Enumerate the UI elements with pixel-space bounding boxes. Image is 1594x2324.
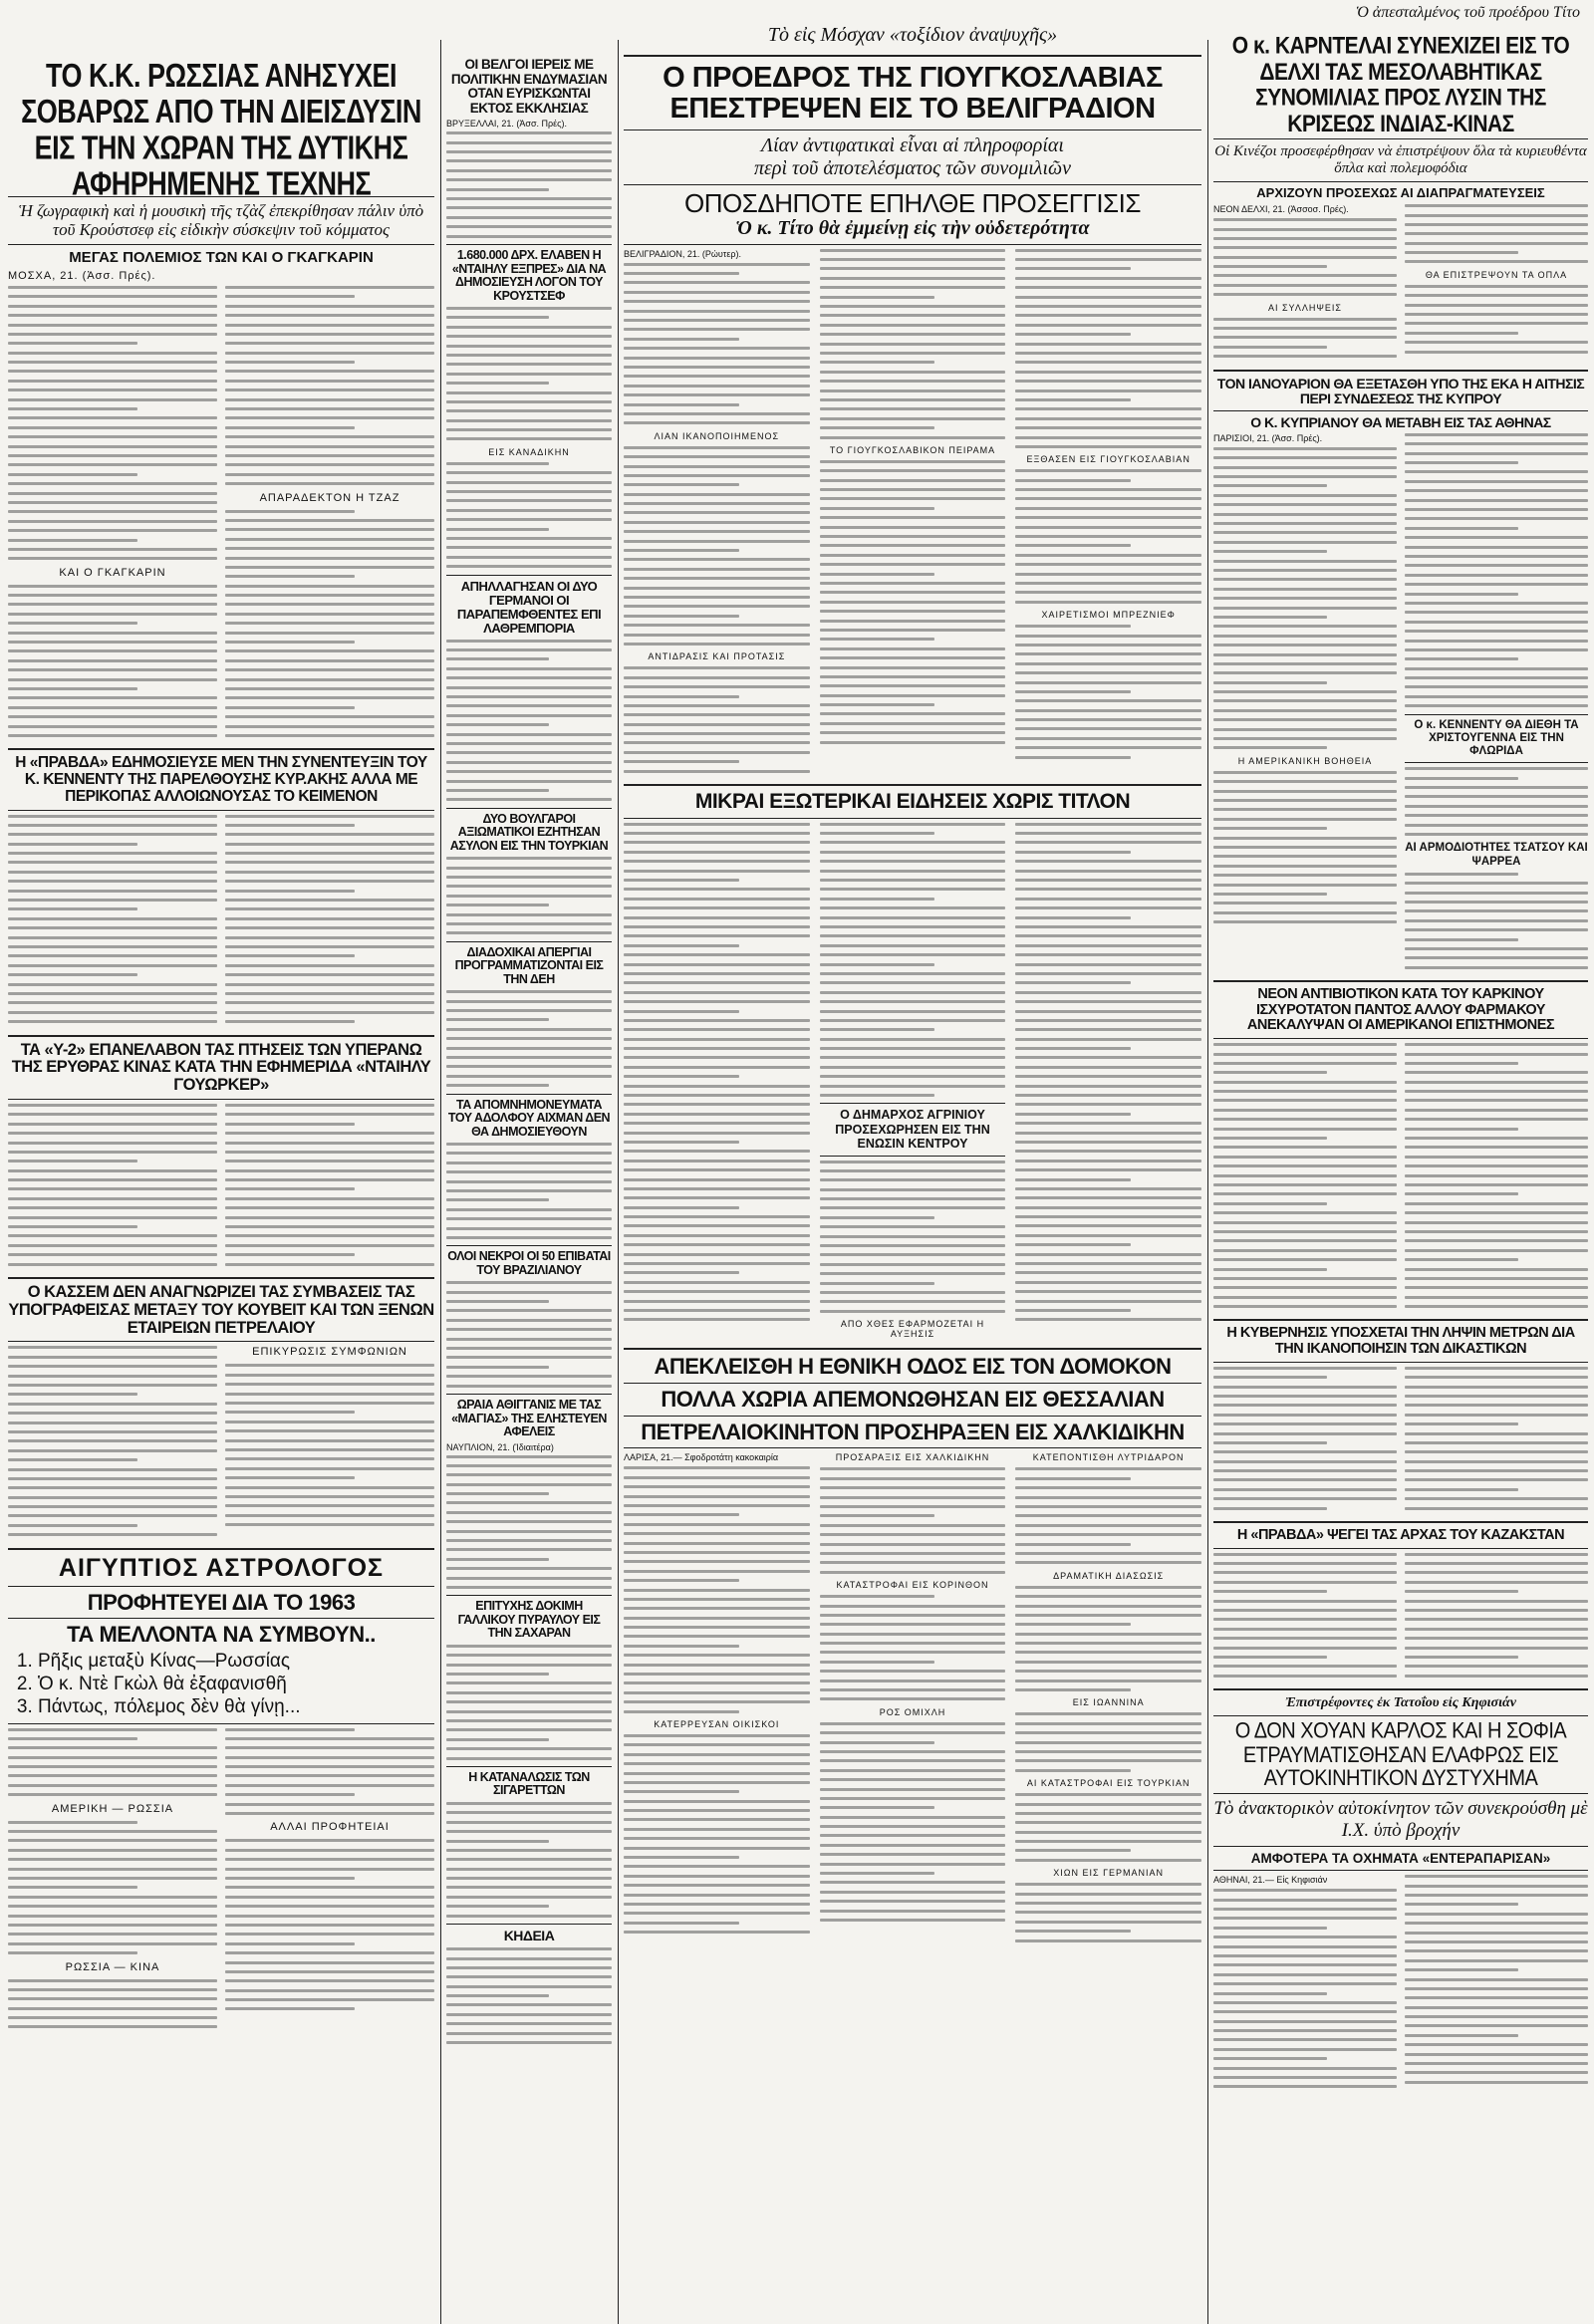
headline-thessaly-villages: ΠΟΛΛΑ ΧΩΡΙΑ ΑΠΕΜΟΝΩΘΗΣΑΝ ΕΙΣ ΘΕΣΣΑΛΙΑΝ <box>661 1386 1165 1412</box>
sub-section: ΑΝΤΙΔΡΑΣΙΣ ΚΑΙ ΠΡΟΤΑΣΙΣ <box>648 651 786 662</box>
sub-section: ΠΡΟΣΑΡΑΞΙΣ ΕΙΣ ΧΑΛΚΙΔΙΚΗΝ <box>835 1452 990 1463</box>
article-text <box>225 1346 434 1542</box>
column-1 <box>8 58 434 2324</box>
dateline: ΠΑΡΙΣΙΟΙ, 21. (Ἀσσ. Πρές). <box>1213 432 1323 443</box>
sub-section: ΚΑΤΕΠΟΝΤΙΣΘΗ ΛΥΤΡΙΔΑΡΟΝ <box>1032 1452 1185 1463</box>
article-text <box>446 857 612 934</box>
top-caption: Ὁ ἀπεσταλμένος τοῦ προέδρου Τίτο <box>1355 4 1580 21</box>
headline-agrinio-mayor: Ο ΔΗΜΑΡΧΟΣ ΑΓΡΙΝΙΟΥ ΠΡΟΣΕΧΩΡΗΣΕΝ ΕΙΣ ΤΗΝ ΕΝΩΣΙΝ ΚΕΝΤΡΟΥ <box>835 1108 990 1152</box>
headline-germans-acquitted: ΑΠΗΛΛΑΓΗΣΑΝ ΟΙ ΔΥΟ ΓΕΡΜΑΝΟΙ ΟΙ ΠΑΡΑΠΕΜΦΘΕΝΤΕΣ ΕΠΙ ΛΑΘΡΕΜΠΟΡΙΑ <box>456 578 602 636</box>
divider <box>8 1099 434 1100</box>
article-text <box>446 1645 612 1760</box>
sub-section: ΧΑΙΡΕΤΙΣΜΟΙ ΜΠΡΕΖΝΙΕΦ <box>1041 610 1176 621</box>
divider <box>624 184 1201 185</box>
divider <box>820 1103 1006 1104</box>
headline-pravda-kazakhstan: Η «ΠΡΑΒΔΑ» ΨΕΓΕΙ ΤΑΣ ΑΡΧΑΣ ΤΟΥ ΚΑΖΑΚΣΤΑΝ <box>1236 1527 1565 1544</box>
astro-point: 3. Πάντως, πόλεμος δὲν θὰ γίνῃ... <box>38 1696 434 1719</box>
divider <box>446 808 612 809</box>
article-text <box>1015 1452 1201 1948</box>
article-text <box>8 1728 217 2035</box>
sub-section: ΕΠΙΚΥΡΩΣΙΣ ΣΥΜΦΩΝΙΩΝ <box>252 1346 407 1359</box>
divider <box>446 575 612 576</box>
divider <box>1213 980 1588 982</box>
divider <box>8 1277 434 1279</box>
sub-section: ΑΜΕΡΙΚΗ — ΡΩΣΣΙΑ <box>51 1802 174 1815</box>
divider <box>1213 410 1588 411</box>
divider <box>1213 181 1588 182</box>
dateline: ΒΡΥΞΕΛΛΑΙ, 21. (Ἀσσ. Πρές). <box>446 119 567 129</box>
astro-point: 2. Ὁ κ. Ντὲ Γκὼλ θὰ ἐξαφανισθῆ <box>38 1674 434 1696</box>
article-text <box>446 1802 612 1918</box>
sub-section: ΚΑΙ Ο ΓΚΑΓΚΑΡΙΝ <box>59 566 166 579</box>
headline-pravda-kennedy: Η «ΠΡΑΒΔΑ» ΕΔΗΜΟΣΙΕΥΣΕ ΜΕΝ ΤΗΝ ΣΥΝΕΝΤΕΥΞΙΝ ΤΟΥ Κ. ΚΕΝΝΕΝΤΥ ΤΗΣ ΠΑΡΕΛΘΟΥΣΗΣ ΚΥΡ.ΑΚΗΣ ΑΛΛΑ ΜΕ ΠΕΡΙΚΟΠΑΣ ΑΛΛΟΙΩΝΟΥΣΑΣ ΤΟ ΚΕΙΜΕΝΟΝ <box>15 754 427 805</box>
article-text <box>1213 204 1397 364</box>
headline-rapprochement: ΟΠΟΣΔΗΠΟΤΕ ΕΠΗΛΘΕ ΠΡΟΣΕΓΓΙΣΙΣ <box>684 187 1141 218</box>
article-text <box>1405 1875 1588 2095</box>
divider <box>446 1245 612 1246</box>
article-text <box>820 1452 1006 1948</box>
article-text <box>1405 1043 1588 1314</box>
divider <box>1213 1715 1588 1716</box>
column-2 <box>446 58 612 2324</box>
divider <box>8 1341 434 1342</box>
dateline: ΝΕΟΝ ΔΕΛΧΙ, 21. (Ἀσσοσ. Πρές). <box>1213 204 1349 215</box>
sub-section: ΑΛΛΑΙ ΠΡΟΦΗΤΕΙΑΙ <box>270 1821 390 1834</box>
divider <box>624 55 1201 57</box>
article-text <box>8 286 217 743</box>
divider <box>820 1156 1006 1157</box>
sub-section: ΚΑΤΕΡΡΕΥΣΑΝ ΟΙΚΙΣΚΟΙ <box>654 1718 780 1729</box>
divider <box>8 1586 434 1587</box>
divider <box>1405 762 1588 763</box>
column-3 <box>624 24 1201 2324</box>
divider <box>624 784 1201 786</box>
headline-juan-carlos: Ο ΔΟΝ ΧΟΥΑΝ ΚΑΡΛΟΣ ΚΑΙ Η ΣΟΦΙΑ ΕΤΡΑΥΜΑΤΙΣΘΗΣΑΝ ΕΛΑΦΡΩΣ ΕΙΣ ΑΥΤΟΚΙΝΗΤΙΚΟΝ ΔΥΣΤΥΧΗΜΑ <box>1234 1719 1567 1791</box>
sub-section: ΕΙΣ ΚΑΝΑΔΙΚΗΝ <box>488 446 570 457</box>
astro-points-list <box>38 1651 434 1718</box>
divider <box>446 1924 612 1925</box>
headline-returned-belgrade: ΕΠΕΣΤΡΕΨΕΝ ΕΙΣ ΤΟ ΒΕΛΙΓΡΑΔΙΟΝ <box>669 93 1156 126</box>
section-title: ΜΕΓΑΣ ΠΟΛΕΜΙΟΣ ΤΩΝ ΚΑΙ Ο ΓΚΑΓΚΑΡΙΝ <box>69 248 374 266</box>
headline-gypsy: ΩΡΑΙΑ ΑΘΙΓΓΑΝΙΣ ΜΕ ΤΑΣ «ΜΑΓΙΑΣ» ΤΗΣ ΕΛΗΣΤΕΥΕΝ ΑΦΕΛΕΙΣ <box>451 1398 607 1438</box>
subhead-car-collision: Τὸ ἀνακτορικὸν αὐτοκίνητον τῶν συνεκρούσθη μὲ Ι.Χ. ὑπὸ βροχήν <box>1213 1798 1588 1841</box>
headline-cyprus-eec: ΤΟΝ ΙΑΝΟΥΑΡΙΟΝ ΘΑ ΕΞΕΤΑΣΘΗ ΥΠΟ ΤΗΣ ΕΚΑ Η ΑΙΤΗΣΙΣ ΠΕΡΙ ΣΥΝΔΕΣΕΩΣ ΤΗΣ ΚΥΠΡΟΥ <box>1216 375 1585 406</box>
divider <box>1213 138 1588 139</box>
headline-kassem: Ο ΚΑΣΣΕΜ ΔΕΝ ΑΝΑΓΝΩΡΙΖΕΙ ΤΑΣ ΣΥΜΒΑΣΕΙΣ ΤΑΣ ΥΠΟΓΡΑΦΕΙΣΑΣ ΜΕΤΑΞΥ ΤΟΥ ΚΟΥΒΕΙΤ ΚΑΙ ΤΩΝ ΞΕΝΩΝ ΕΤΑΙΡΕΙΩΝ ΠΕΤΡΕΛΑΙΟΥ <box>8 1282 434 1337</box>
article-text <box>446 1143 612 1239</box>
headline-cardelli: Ο κ. ΚΑΡΝΤΕΛΑΙ ΣΥΝΕΧΙΖΕΙ ΕΙΣ ΤΟ ΔΕΛΧΙ ΤΑΣ ΜΕΣΟΛΑΒΗΤΙΚΑΣ ΣΥΝΟΜΙΛΙΑΣ ΠΡΟΣ ΛΥΣΙΝ ΤΗΣ ΚΡΙΣΕΩΣ ΙΝΔΙΑΣ-ΚΙΝΑΣ <box>1231 34 1570 137</box>
headline-short-foreign-news: ΜΙΚΡΑΙ ΕΞΩΤΕΡΙΚΑΙ ΕΙΔΗΣΕΙΣ ΧΩΡΙΣ ΤΙΤΛΟΝ <box>694 790 1131 814</box>
divider <box>624 1416 1201 1417</box>
subhead-russia-art: Ἡ ζωγραφικὴ καὶ ἡ μουσικὴ τῆς τζὰζ ἐπεκρίθησαν πάλιν ὑπὸ τοῦ Κρούστσεφ εἰς εἰδικὴν σύσκεψιν τοῦ κόμματος <box>18 200 424 240</box>
dateline: ΛΑΡΙΣΑ, 21.— Σφοδροτάτη κακοκαιρία <box>624 1452 779 1463</box>
divider <box>446 1766 612 1767</box>
headline-y2-flights: ΤΑ «Υ-2» ΕΠΑΝΕΛΑΒΟΝ ΤΑΣ ΠΤΗΣΕΙΣ ΤΩΝ ΥΠΕΡΑΝΩ ΤΗΣ ΕΡΥΘΡΑΣ ΚΙΝΑΣ ΚΑΤΑ ΤΗΝ ΕΦΗΜΕΡΙΔΑ «ΝΤΑΙΗΛΥ ΓΟΥΩΡΚΕΡ» <box>11 1040 431 1095</box>
sub-section: ΘΑ ΕΠΙΣΤΡΕΨΟΥΝ ΤΑ ΟΠΛΑ <box>1425 269 1568 280</box>
divider <box>1213 1038 1588 1039</box>
column-rule <box>1207 40 1208 2324</box>
dateline: ΝΑΥΠΛΙΟΝ, 21. (Ἰδιαιτέρα) <box>446 1441 554 1452</box>
sub-section: ΚΑΤΑΣΤΡΟΦΑΙ ΕΙΣ ΚΟΡΙΝΘΟΝ <box>836 1580 989 1591</box>
article-text <box>446 462 612 568</box>
headline-cigarettes: Η ΚΑΤΑΝΑΛΩΣΙΣ ΤΩΝ ΣΙΓΑΡΕΤΤΩΝ <box>468 1769 590 1798</box>
divider <box>624 1383 1201 1384</box>
subhead-contradictory: Λίαν ἀντιφατικαὶ εἶναι αἱ πληροφορίαι <box>761 133 1064 156</box>
sub-section: ΑΠΑΡΑΔΕΚΤΟΝ Η ΤΖΑΖ <box>259 491 400 504</box>
sub-section: ΡΩΣΣΙΑ — ΚΙΝΑ <box>65 1960 160 1973</box>
divider <box>1213 1362 1588 1363</box>
sub-section: ΕΙΣ ΙΩΑΝΝΙΝΑ <box>1072 1697 1145 1708</box>
headline-president-yugoslavia: Ο ΠΡΟΕΔΡΟΣ ΤΗΣ ΓΙΟΥΓΚΟΣΛΑΒΙΑΣ <box>663 62 1163 94</box>
sub-section: ΑΠΟ ΧΘΕΣ ΕΦΑΡΜΟΖΕΤΑΙ Η ΑΥΞΗΣΙΣ <box>840 1319 985 1340</box>
headline-astrologer-3: ΤΑ ΜΕΛΛΟΝΤΑ ΝΑ ΣΥΜΒΟΥΝ.. <box>67 1622 376 1648</box>
article-text <box>225 815 434 1030</box>
divider <box>1213 1548 1588 1549</box>
article-text <box>1213 1875 1397 2095</box>
divider <box>8 1723 434 1724</box>
article-text <box>8 1346 217 1542</box>
headline-funeral: ΚΗΔΕΙΑ <box>503 1928 555 1944</box>
headline-astrologer-2: ΠΡΟΦΗΤΕΥΕΙ ΔΙΑ ΤΟ 1963 <box>87 1589 356 1615</box>
divider <box>1213 1319 1588 1321</box>
divider <box>1213 1521 1588 1523</box>
divider <box>446 244 612 245</box>
article-text <box>1213 433 1397 975</box>
subhead-chinese-weapons: Οἱ Κινέζοι προσεφέρθησαν νὰ ἐπιστρέψουν ὅλα τὰ κυριευθέντα ὅπλα καὶ πολεμοφόδια <box>1214 142 1587 176</box>
headline-tanker-halkidiki: ΠΕΤΡΕΛΑΙΟΚΙΝΗΤΟΝ ΠΡΟΣΗΡΑΞΕΝ ΕΙΣ ΧΑΛΚΙΔΙΚΗΝ <box>641 1419 1185 1444</box>
divider <box>1213 1793 1588 1794</box>
headline-belgian-priests: ΟΙ ΒΕΛΓΟΙ ΙΕΡΕΙΣ ΜΕ ΠΟΛΙΤΙΚΗΝ ΕΝΔΥΜΑΣΙΑΝ ΟΤΑΝ ΕΥΡΙΣΚΩΝΤΑΙ ΕΚΤΟΣ ΕΚΚΛΗΣΙΑΣ <box>450 58 608 116</box>
divider <box>624 244 1201 245</box>
divider <box>624 1447 1201 1448</box>
column-rule <box>440 40 441 2324</box>
divider <box>1405 714 1588 715</box>
article-text <box>446 1281 612 1387</box>
article-text <box>446 131 612 237</box>
headline-judicial-measures: Η ΚΥΒΕΡΝΗΣΙΣ ΥΠΟΣΧΕΤΑΙ ΤΗΝ ΛΗΨΙΝ ΜΕΤΡΩΝ ΔΙΑ ΤΗΝ ΙΚΑΝΟΠΟΙΗΣΙΝ ΤΩΝ ΔΙΚΑΣΤΙΚΩΝ <box>1226 1325 1575 1358</box>
article-text <box>446 990 612 1087</box>
article-text <box>1405 204 1588 364</box>
divider <box>8 810 434 811</box>
article-text <box>624 249 810 779</box>
astro-point: 1. Ρῆξις μεταξὺ Κίνας—Ρωσσίας <box>38 1651 434 1674</box>
article-text <box>624 823 810 1343</box>
article-text <box>225 1104 434 1272</box>
divider <box>446 1595 612 1596</box>
divider <box>446 941 612 942</box>
column-rule <box>618 40 619 2324</box>
divider <box>1213 1688 1588 1690</box>
article-text <box>1015 823 1201 1343</box>
article-text <box>8 1104 217 1272</box>
divider <box>8 1035 434 1037</box>
divider <box>446 1394 612 1395</box>
divider <box>8 244 434 245</box>
headline-astrologer: ΑΙΓΥΠΤΙΟΣ ΑΣΤΡΟΛΟΓΟΣ <box>58 1553 385 1582</box>
divider <box>1213 1846 1588 1847</box>
headline-french-rocket: ΕΠΙΤΥΧΗΣ ΔΟΚΙΜΗ ΓΑΛΛΙΚΟΥ ΠΥΡΑΥΛΟΥ ΕΙΣ ΤΗΝ ΣΑΧΑΡΑΝ <box>457 1599 601 1641</box>
divider <box>8 1618 434 1619</box>
article-text <box>1213 1043 1397 1314</box>
article-text <box>446 307 612 440</box>
sub-section: ΕΞΘΑΣΕΝ ΕΙΣ ΓΙΟΥΓΚΟΣΛΑΒΙΑΝ <box>1026 454 1191 465</box>
sub-section: ΑΙ ΚΑΤΑΣΤΡΟΦΑΙ ΕΙΣ ΤΟΥΡΚΙΑΝ <box>1026 1778 1191 1789</box>
article-text <box>1405 433 1588 975</box>
article-text <box>225 286 434 743</box>
article-text <box>446 1455 612 1589</box>
sub-section: ΛΙΑΝ ΙΚΑΝΟΠΟΙΗΜΕΝΟΣ <box>654 430 780 441</box>
divider <box>8 1548 434 1550</box>
sub-section: ΧΙΩΝ ΕΙΣ ΓΕΡΜΑΝΙΑΝ <box>1053 1868 1165 1879</box>
headline-russia-art: ΤΟ Κ.Κ. ΡΩΣΣΙΑΣ ΑΝΗΣΥΧΕΙ ΣΟΒΑΡΩΣ ΑΠΟ ΤΗΝ ΔΙΕΙΣΔΥΣΙΝ ΕΙΣ ΤΗΝ ΧΩΡΑΝ ΤΗΣ ΔΥΤΙΚΗΣ ΑΦΗΡΗΜΕΝΗΣ ΤΕΧΝΗΣ <box>21 58 421 203</box>
article-text <box>1015 249 1201 779</box>
headline-eichmann: ΤΑ ΑΠΟΜΝΗΜΟΝΕΥΜΑΤΑ ΤΟΥ ΑΔΟΛΦΟΥ ΑΙΧΜΑΝ ΔΕΝ ΘΑ ΔΗΜΟΣΙΕΥΘΟΥΝ <box>447 1097 611 1139</box>
headline-domokos-road: ΑΠΕΚΛΕΙΣΘΗ Η ΕΘΝΙΚΗ ΟΔΟΣ ΕΙΣ ΤΟΝ ΔΟΜΟΚΟΝ <box>654 1354 1172 1380</box>
article-text <box>624 1452 810 1948</box>
headline-both-vehicles: ΑΜΦΟΤΕΡΑ ΤΑ ΟΧΗΜΑΤΑ «ΕΝΤΕΡΑΠΑΡΙΣΑΝ» <box>1250 1850 1551 1866</box>
article-text <box>820 249 1006 779</box>
article-text <box>8 815 217 1030</box>
subhead-talks: περὶ τοῦ ἀποτελέσματος τῶν συνομιλιῶν <box>753 156 1072 179</box>
article-text <box>1405 1367 1588 1516</box>
dateline: ΒΕΛΙΓΡΑΔΙΟΝ, 21. (Ρώυτερ). <box>624 248 741 259</box>
divider <box>8 748 434 750</box>
divider <box>624 818 1201 819</box>
headline-tsatsos-psarreas: ΑΙ ΑΡΜΟΔΙΟΤΗΤΕΣ ΤΣΑΤΣΟΥ ΚΑΙ ΨΑΡΡΕΑ <box>1405 842 1588 868</box>
headline-kyprianou: Ο Κ. ΚΥΠΡΙΑΝΟΥ ΘΑ ΜΕΤΑΒΗ ΕΙΣ ΤΑΣ ΑΘΗΝΑΣ <box>1250 413 1551 430</box>
headline-cancer-antibiotic: ΝΕΟΝ ΑΝΤΙΒΙΟΤΙΚΟΝ ΚΑΤΑ ΤΟΥ ΚΑΡΚΙΝΟΥ ΙΣΧΥΡΟΤΑΤΟΝ ΠΑΝΤΟΣ ΑΛΛΟΥ ΦΑΡΜΑΚΟΥ ΑΝΕΚΑΛΥΨΑΝ ΟΙ ΑΜΕΡΙΚΑΝΟΙ ΕΠΙΣΤΗΜΟΝΕΣ <box>1246 986 1555 1034</box>
sub-section: Η ΑΜΕΡΙΚΑΝΙΚΗ ΒΟΗΘΕΙΑ <box>1237 755 1373 766</box>
divider <box>624 129 1201 130</box>
dateline: ΜΟΣΧΑ, 21. (Ἀσσ. Πρές). <box>8 269 156 282</box>
column-4 <box>1213 34 1588 2324</box>
divider <box>624 1348 1201 1350</box>
article-text <box>1405 1553 1588 1683</box>
article-text <box>820 823 1006 1343</box>
headline-brazilian-crash: ΟΛΟΙ ΝΕΚΡΟΙ ΟΙ 50 ΕΠΙΒΑΤΑΙ ΤΟΥ ΒΡΑΖΙΛΙΑΝΟΥ <box>447 1249 611 1277</box>
headline-daily-express: 1.680.000 ΔΡΧ. ΕΛΑΒΕΝ Η «ΝΤΑΙΗΛΥ ΕΞΠΡΕΣ» ΔΙΑ ΝΑ ΔΗΜΟΣΙΕΥΣΗ ΛΟΓΟΝ ΤΟΥ ΚΡΟΥΣΤΣΕΦ <box>451 248 607 303</box>
article-text <box>446 1947 612 2044</box>
kicker-tatoi: Ἐπιστρέφοντες ἐκ Τατοΐου εἰς Κηφισιάν <box>1285 1695 1516 1711</box>
article-text <box>1213 1367 1397 1516</box>
sub-section: ΤΟ ΓΙΟΥΓΚΟΣΛΑΒΙΚΟΝ ΠΕΙΡΑΜΑ <box>829 444 996 455</box>
headline-deh-strikes: ΔΙΑΔΟΧΙΚΑΙ ΑΠΕΡΓΙΑΙ ΠΡΟΓΡΑΜΜΑΤΙΖΟΝΤΑΙ ΕΙΣ ΤΗΝ ΔΕΗ <box>454 944 604 986</box>
section-title: ΑΡΧΙΖΟΥΝ ΠΡΟΣΕΧΩΣ ΑΙ ΔΙΑΠΡΑΓΜΑΤΕΥΣΕΙΣ <box>1256 185 1545 201</box>
article-text <box>446 640 612 802</box>
article-text <box>225 1728 434 2035</box>
article-text <box>1213 1553 1397 1683</box>
subhead-neutrality: Ὁ κ. Τίτο θὰ ἐμμείνῃ εἰς τὴν οὐδετερότητα <box>735 216 1090 239</box>
divider <box>446 1094 612 1095</box>
sub-section: ΔΡΑΜΑΤΙΚΗ ΔΙΑΣΩΣΙΣ <box>1053 1570 1165 1581</box>
divider <box>1213 370 1588 372</box>
sub-section: ΑΙ ΣΥΛΛΗΨΕΙΣ <box>1267 302 1342 313</box>
kicker-moscow: Τὸ εἰς Μόσχαν «τοξίδιον ἀναψυχῆς» <box>767 24 1058 46</box>
sub-section: ΡΟΣ ΟΜΙΧΛΗ <box>879 1706 946 1717</box>
dateline: ΑΘΗΝΑΙ, 21.— Εἰς Κηφισιάν <box>1213 1875 1328 1886</box>
divider <box>1213 1870 1588 1871</box>
headline-kennedy-florida: Ο κ. ΚΕΝΝΕΝΤΥ ΘΑ ΔΙΕΘΗ ΤΑ ΧΡΙΣΤΟΥΓΕΝΝΑ ΕΙΣ ΤΗΝ ΦΛΩΡΙΔΑ <box>1414 718 1579 758</box>
headline-bulgarian-officers: ΔΥΟ ΒΟΥΛΓΑΡΟΙ ΑΞΙΩΜΑΤΙΚΟΙ ΕΖΗΤΗΣΑΝ ΑΣΥΛΟΝ ΕΙΣ ΤΗΝ ΤΟΥΡΚΙΑΝ <box>449 811 609 853</box>
